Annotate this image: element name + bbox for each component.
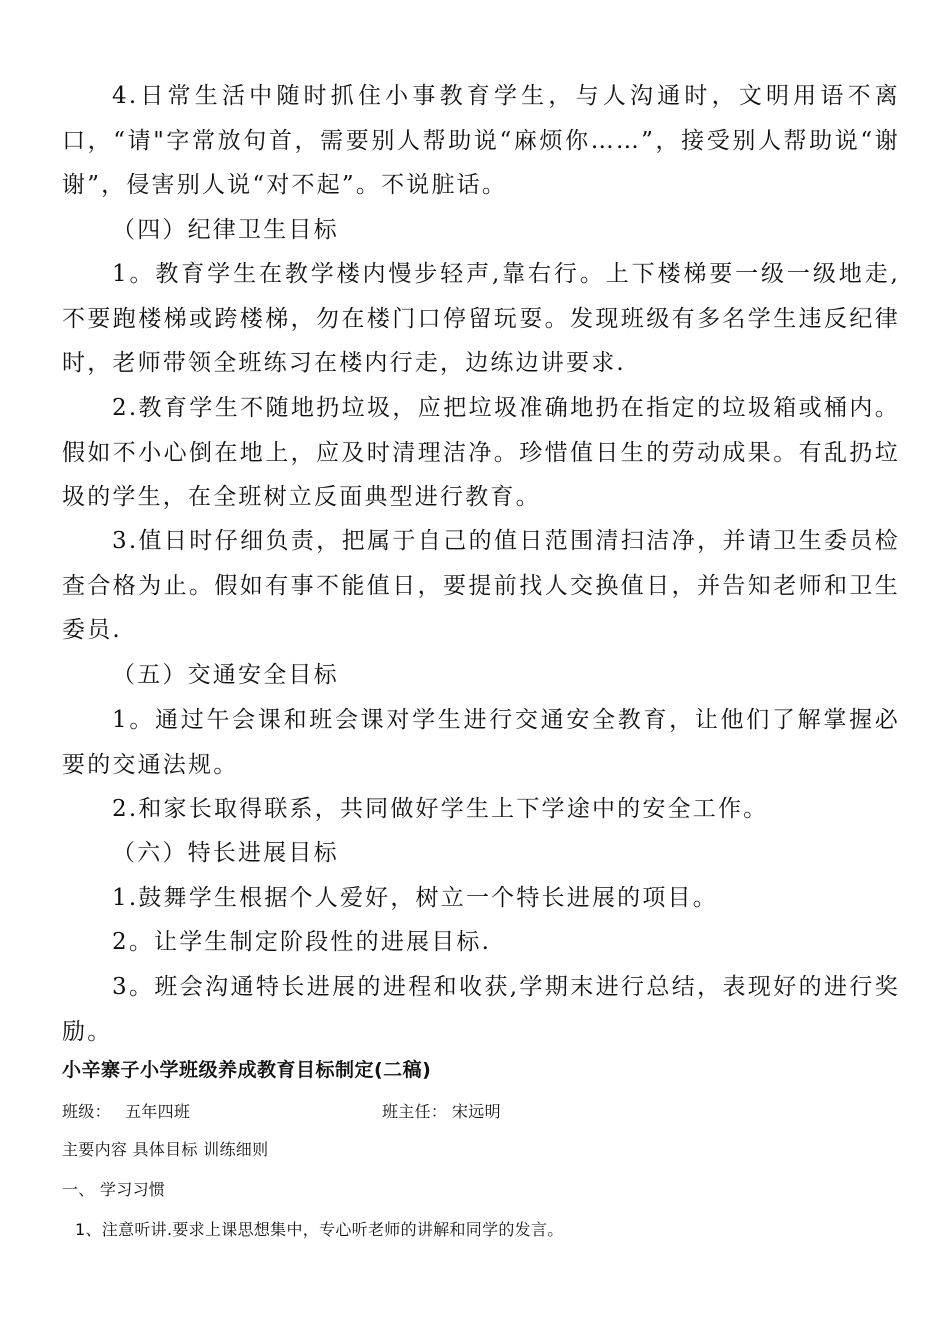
paragraph-traffic-2: 2.和家长取得联系，共同做好学生上下学途中的安全工作。: [112, 796, 769, 822]
paragraph-4-civility: 4.日常生活中随时抓住小事教育学生，与人沟通时，文明用语不离口，“请"字常放句首，需要别人帮助说“麻烦你……”，接受别人帮助说“谢谢”，侵害别人说“对不起”。不说脏话。: [62, 83, 900, 198]
paragraph-traffic-1: 1。通过午会课和班会课对学生进行交通安全教育，让他们了解掌握必要的交通法规。: [62, 707, 900, 778]
section-study-habits: 一、 学习习惯: [62, 1180, 166, 1199]
paragraph-discipline-3: 3.值日时仔细负责，把属于自己的值日范围清扫洁净，并请卫生委员检查合格为止。假如有事不能值日，要提前找人交换值日，并告知老师和卫生委员.: [62, 528, 900, 643]
teacher-label: 班主任：: [382, 1102, 448, 1121]
paragraph-talent-2: 2。让学生制定阶段性的进展目标.: [112, 929, 492, 955]
heading-traffic-safety: （五）交通安全目标: [112, 662, 339, 688]
paragraph-talent-3: 3。班会沟通特长进展的进程和收获,学期末进行总结，表现好的进行奖励。: [62, 974, 900, 1045]
item-listen-carefully: 1、注意听讲.要求上课思想集中，专心听老师的讲解和同学的发言。: [75, 1220, 564, 1239]
paragraph-talent-1: 1.鼓舞学生根据个人爱好，树立一个特长进展的项目。: [112, 885, 718, 911]
heading-talent-development: （六）特长进展目标: [112, 840, 339, 866]
paragraph-discipline-1: 1。教育学生在教学楼内慢步轻声,靠右行。上下楼梯要一级一级地走,不要跑楼梯或跨楼梯，勿在楼门口停留玩耍。发现班级有多名学生违反纪律时，老师带领全班练习在楼内行走，边练边讲要求.: [62, 261, 900, 376]
column-headers: 主要内容 具体目标 训练细则: [62, 1140, 269, 1159]
class-value: 五年四班: [125, 1102, 191, 1121]
class-label: 班级：: [62, 1102, 111, 1121]
teacher-value: 宋远明: [452, 1102, 501, 1121]
document-title: 小辛寨子小学班级养成教育目标制定(二稿): [62, 1059, 432, 1081]
heading-discipline-hygiene: （四）纪律卫生目标: [112, 217, 339, 243]
paragraph-discipline-2: 2.教育学生不随地扔垃圾，应把垃圾准确地扔在指定的垃圾箱或桶内。假如不小心倒在地上，应及时清理洁净。珍惜值日生的劳动成果。有乱扔垃圾的学生，在全班树立反面典型进行教育。: [62, 395, 900, 510]
